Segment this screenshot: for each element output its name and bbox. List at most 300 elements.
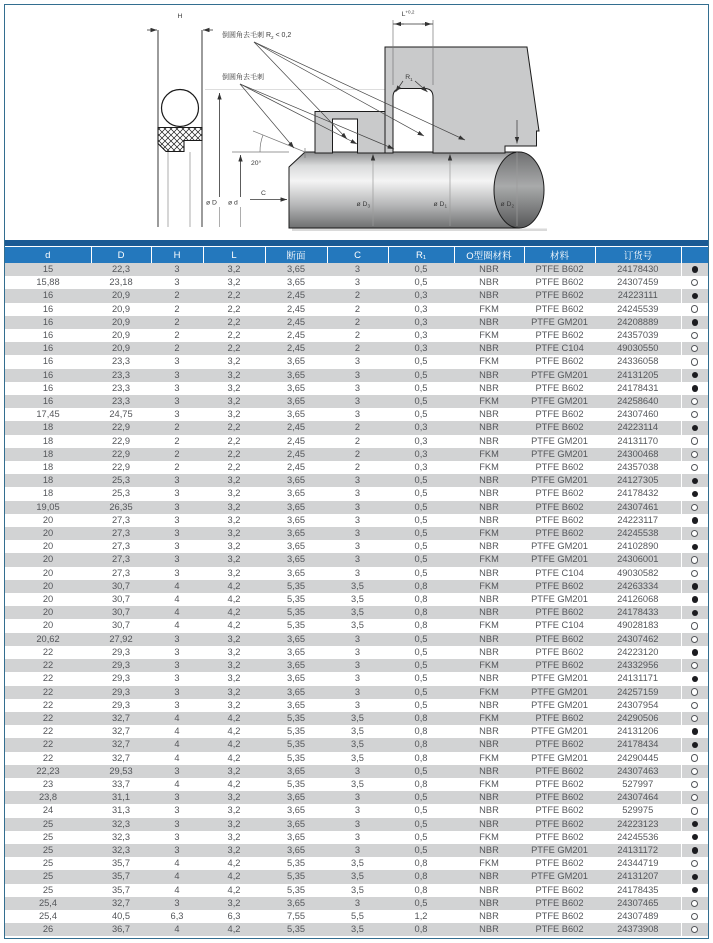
availability-cell xyxy=(681,514,708,527)
table-row xyxy=(5,355,708,368)
table-cell: 3,65 xyxy=(265,501,327,514)
open-dot-icon xyxy=(691,622,698,629)
availability-cell xyxy=(681,844,708,857)
table-cell: 0,5 xyxy=(388,276,454,289)
table-cell: 3 xyxy=(327,844,388,857)
table-cell: 0,3 xyxy=(388,342,454,355)
table-cell: 3,2 xyxy=(203,369,265,382)
table-cell: 20,9 xyxy=(91,329,151,342)
table-cell: 0,5 xyxy=(388,818,454,831)
table-cell: 4 xyxy=(151,752,203,765)
table-cell: 3,2 xyxy=(203,355,265,368)
table-cell: 2 xyxy=(151,303,203,316)
table-cell: NBR xyxy=(454,725,524,738)
table-cell: 26 xyxy=(5,923,91,936)
table-cell: 3,2 xyxy=(203,659,265,672)
table-cell: 22 xyxy=(5,646,91,659)
table-cell: 23,8 xyxy=(5,791,91,804)
table-cell: 3 xyxy=(151,395,203,408)
table-cell: NBR xyxy=(454,699,524,712)
availability-cell xyxy=(681,725,708,738)
table-cell: 30,7 xyxy=(91,606,151,619)
table-cell: PTFE B602 xyxy=(524,263,595,276)
table-cell: 3 xyxy=(151,276,203,289)
table-cell: 3 xyxy=(327,355,388,368)
table-cell: FKM xyxy=(454,778,524,791)
table-cell: 3 xyxy=(327,804,388,817)
table-cell: 22 xyxy=(5,752,91,765)
table-cell: 3 xyxy=(151,699,203,712)
table-cell: PTFE GM201 xyxy=(524,540,595,553)
table-cell: PTFE B602 xyxy=(524,804,595,817)
table-cell: 4 xyxy=(151,870,203,883)
table-cell: 24223114 xyxy=(595,421,681,434)
table-cell: 3,5 xyxy=(327,738,388,751)
table-cell: PTFE B602 xyxy=(524,421,595,434)
filled-dot-icon xyxy=(692,874,698,880)
table-cell: PTFE GM201 xyxy=(524,593,595,606)
open-dot-icon xyxy=(691,530,698,537)
table-cell: 4,2 xyxy=(203,619,265,632)
table-cell: PTFE GM201 xyxy=(524,316,595,329)
table-cell: NBR xyxy=(454,316,524,329)
table-row xyxy=(5,699,708,712)
table-cell: 3 xyxy=(151,844,203,857)
table-cell: 20 xyxy=(5,567,91,580)
table-cell: 3 xyxy=(151,672,203,685)
table-cell: 0,5 xyxy=(388,897,454,910)
table-cell: 2 xyxy=(151,435,203,448)
table-cell: 27,3 xyxy=(91,553,151,566)
table-cell: 4,2 xyxy=(203,580,265,593)
table-cell: PTFE B602 xyxy=(524,303,595,316)
table-row xyxy=(5,303,708,316)
table-cell: PTFE B602 xyxy=(524,765,595,778)
table-cell: 30,7 xyxy=(91,580,151,593)
rod-body xyxy=(289,152,519,228)
table-row xyxy=(5,514,708,527)
table-cell: 22,9 xyxy=(91,421,151,434)
table-cell: 24178432 xyxy=(595,487,681,500)
table-cell: 3,65 xyxy=(265,831,327,844)
column-header: d xyxy=(5,247,91,263)
table-cell: 3,5 xyxy=(327,778,388,791)
table-cell: PTFE GM201 xyxy=(524,752,595,765)
availability-cell xyxy=(681,263,708,276)
table-cell: FKM xyxy=(454,686,524,699)
table-cell: 4 xyxy=(151,778,203,791)
table-cell: 3,65 xyxy=(265,567,327,580)
table-cell: 2,2 xyxy=(203,289,265,302)
table-cell: 24223111 xyxy=(595,289,681,302)
table-cell: PTFE B602 xyxy=(524,897,595,910)
table-cell: 25,3 xyxy=(91,474,151,487)
table-cell: 3,5 xyxy=(327,857,388,870)
table-cell: 16 xyxy=(5,382,91,395)
open-dot-icon xyxy=(691,332,698,339)
table-cell: 24102890 xyxy=(595,540,681,553)
table-cell: 2,2 xyxy=(203,421,265,434)
table-cell: 0,5 xyxy=(388,831,454,844)
table-cell: FKM xyxy=(454,619,524,632)
table-cell: 3,65 xyxy=(265,791,327,804)
table-cell: 15,88 xyxy=(5,276,91,289)
table-cell: 32,7 xyxy=(91,897,151,910)
table-cell: 22,9 xyxy=(91,461,151,474)
dim-label-inner-diameter: ø d xyxy=(228,199,238,207)
table-row xyxy=(5,765,708,778)
table-cell: 4,2 xyxy=(203,778,265,791)
filled-dot-icon xyxy=(692,544,698,550)
availability-cell xyxy=(681,804,708,817)
table-cell: 2,45 xyxy=(265,303,327,316)
table-cell: 3 xyxy=(327,699,388,712)
availability-cell xyxy=(681,421,708,434)
table-row xyxy=(5,540,708,553)
table-cell: NBR xyxy=(454,435,524,448)
table-cell: NBR xyxy=(454,818,524,831)
table-cell: 29,3 xyxy=(91,686,151,699)
table-cell: 35,7 xyxy=(91,857,151,870)
table-cell: 3,2 xyxy=(203,686,265,699)
table-cell: 4 xyxy=(151,884,203,897)
open-dot-icon xyxy=(691,305,698,312)
table-cell: 4 xyxy=(151,738,203,751)
table-cell: 3 xyxy=(327,487,388,500)
table-cell: PTFE C104 xyxy=(524,567,595,580)
catalog-table-section xyxy=(5,240,708,936)
table-row xyxy=(5,461,708,474)
table-cell: 3,2 xyxy=(203,501,265,514)
table-cell: FKM xyxy=(454,303,524,316)
table-cell: 3,65 xyxy=(265,765,327,778)
table-row xyxy=(5,712,708,725)
table-cell: 0,5 xyxy=(388,514,454,527)
table-cell: 3 xyxy=(151,831,203,844)
table-cell: 3 xyxy=(151,369,203,382)
table-cell: 3,2 xyxy=(203,514,265,527)
table-cell: 24263334 xyxy=(595,580,681,593)
table-cell: 0,3 xyxy=(388,421,454,434)
table-cell: 4,2 xyxy=(203,725,265,738)
table-cell: 3,65 xyxy=(265,355,327,368)
table-cell: NBR xyxy=(454,738,524,751)
table-cell: PTFE B602 xyxy=(524,633,595,646)
filled-dot-icon xyxy=(692,293,698,299)
filled-dot-icon xyxy=(692,596,698,602)
table-cell: 5,35 xyxy=(265,619,327,632)
table-cell: PTFE GM201 xyxy=(524,870,595,883)
table-cell: 16 xyxy=(5,329,91,342)
table-cell: PTFE B602 xyxy=(524,791,595,804)
table-cell: FKM xyxy=(454,659,524,672)
table-cell: NBR xyxy=(454,567,524,580)
table-cell: 25 xyxy=(5,884,91,897)
table-cell: FKM xyxy=(454,395,524,408)
table-cell: 2,2 xyxy=(203,435,265,448)
table-cell: 20,9 xyxy=(91,303,151,316)
gland-block-left xyxy=(315,112,385,154)
table-row xyxy=(5,831,708,844)
table-cell: 4,2 xyxy=(203,884,265,897)
table-cell: 27,3 xyxy=(91,567,151,580)
table-cell: 24178434 xyxy=(595,738,681,751)
table-cell: NBR xyxy=(454,765,524,778)
seal-installation-drawing xyxy=(0,0,713,240)
table-cell: 3 xyxy=(151,553,203,566)
availability-cell xyxy=(681,553,708,566)
table-cell: 2,45 xyxy=(265,448,327,461)
table-cell: 24223117 xyxy=(595,514,681,527)
drawing-svg xyxy=(0,0,713,240)
table-cell: FKM xyxy=(454,553,524,566)
dim-label-l: $L^{+0,2}$ xyxy=(401,9,415,18)
table-cell: 3,2 xyxy=(203,791,265,804)
table-cell: 3 xyxy=(151,408,203,421)
table-cell: 3,65 xyxy=(265,408,327,421)
table-cell: 36,7 xyxy=(91,923,151,936)
table-cell: PTFE B602 xyxy=(524,857,595,870)
table-cell: 0,5 xyxy=(388,369,454,382)
table-cell: 3 xyxy=(151,791,203,804)
table-cell: 2 xyxy=(151,329,203,342)
table-cell: 0,8 xyxy=(388,593,454,606)
table-cell: 3,2 xyxy=(203,765,265,778)
table-cell: PTFE B602 xyxy=(524,355,595,368)
table-cell: NBR xyxy=(454,540,524,553)
table-cell: 3,65 xyxy=(265,646,327,659)
table-cell: 3,5 xyxy=(327,580,388,593)
table-row xyxy=(5,395,708,408)
table-row xyxy=(5,752,708,765)
angle-arc xyxy=(260,135,263,152)
table-cell: 2 xyxy=(151,448,203,461)
table-cell: 23,3 xyxy=(91,395,151,408)
table-cell: 3 xyxy=(327,540,388,553)
open-dot-icon xyxy=(691,556,698,563)
table-cell: 25,4 xyxy=(5,910,91,923)
table-cell: 0,5 xyxy=(388,408,454,421)
table-cell: 3,2 xyxy=(203,804,265,817)
table-cell: PTFE B602 xyxy=(524,923,595,936)
table-row xyxy=(5,553,708,566)
table-cell: 3 xyxy=(327,501,388,514)
filled-dot-icon xyxy=(692,372,698,378)
table-row xyxy=(5,593,708,606)
filled-dot-icon xyxy=(692,821,698,827)
table-row xyxy=(5,778,708,791)
availability-cell xyxy=(681,527,708,540)
availability-cell xyxy=(681,699,708,712)
table-row xyxy=(5,435,708,448)
table-cell: FKM xyxy=(454,448,524,461)
table-cell: 2,45 xyxy=(265,329,327,342)
table-cell: 22 xyxy=(5,712,91,725)
open-dot-icon xyxy=(691,688,698,695)
table-cell: NBR xyxy=(454,501,524,514)
table-cell: 24258640 xyxy=(595,395,681,408)
table-row xyxy=(5,527,708,540)
table-cell: PTFE B602 xyxy=(524,910,595,923)
table-cell: 20 xyxy=(5,580,91,593)
table-cell: 3,5 xyxy=(327,884,388,897)
table-cell: PTFE B602 xyxy=(524,276,595,289)
availability-cell xyxy=(681,619,708,632)
table-cell: 4,2 xyxy=(203,593,265,606)
availability-cell xyxy=(681,870,708,883)
table-cell: 24245539 xyxy=(595,303,681,316)
table-cell: 0,8 xyxy=(388,580,454,593)
table-cell: NBR xyxy=(454,633,524,646)
table-cell: 3 xyxy=(151,527,203,540)
table-cell: 0,8 xyxy=(388,923,454,936)
availability-cell xyxy=(681,791,708,804)
header-row xyxy=(5,247,708,263)
table-cell: PTFE GM201 xyxy=(524,369,595,382)
table-cell: 3,5 xyxy=(327,725,388,738)
table-cell: PTFE GM201 xyxy=(524,435,595,448)
table-cell: 3,65 xyxy=(265,395,327,408)
open-dot-icon xyxy=(691,807,698,814)
table-cell: 0,5 xyxy=(388,699,454,712)
availability-cell xyxy=(681,355,708,368)
table-cell: 16 xyxy=(5,303,91,316)
table-cell: 24178435 xyxy=(595,884,681,897)
seal-catalog-table xyxy=(5,247,708,936)
table-cell: 0,8 xyxy=(388,712,454,725)
table-cell: 32,3 xyxy=(91,831,151,844)
table-cell: 22 xyxy=(5,725,91,738)
table-cell: 20 xyxy=(5,514,91,527)
table-cell: 24131206 xyxy=(595,725,681,738)
table-cell: NBR xyxy=(454,606,524,619)
table-cell: 3,5 xyxy=(327,752,388,765)
table-cell: 3,2 xyxy=(203,553,265,566)
table-cell: PTFE B602 xyxy=(524,501,595,514)
table-cell: 3,65 xyxy=(265,527,327,540)
table-cell: NBR xyxy=(454,263,524,276)
table-cell: 0,5 xyxy=(388,765,454,778)
table-cell: NBR xyxy=(454,672,524,685)
availability-cell xyxy=(681,474,708,487)
table-cell: 4 xyxy=(151,580,203,593)
deburr-note-2: 倒圆角去毛刺 xyxy=(222,74,264,81)
table-cell: 4 xyxy=(151,923,203,936)
table-cell: 20 xyxy=(5,593,91,606)
table-cell: 3,2 xyxy=(203,831,265,844)
table-cell: 3 xyxy=(151,474,203,487)
table-cell: 0,5 xyxy=(388,633,454,646)
table-cell: 3 xyxy=(151,263,203,276)
table-cell: 2,2 xyxy=(203,342,265,355)
table-cell: 3,2 xyxy=(203,408,265,421)
table-cell: 3,2 xyxy=(203,487,265,500)
table-cell: 2,2 xyxy=(203,461,265,474)
table-cell: 5,35 xyxy=(265,857,327,870)
table-cell: 24344719 xyxy=(595,857,681,870)
table-row xyxy=(5,910,708,923)
table-cell: 3,2 xyxy=(203,263,265,276)
filled-dot-icon xyxy=(692,887,698,893)
table-cell: 0,3 xyxy=(388,329,454,342)
table-cell: NBR xyxy=(454,791,524,804)
table-cell: 3 xyxy=(327,382,388,395)
table-cell: 0,5 xyxy=(388,540,454,553)
table-cell: 3 xyxy=(327,791,388,804)
table-row xyxy=(5,501,708,514)
table-cell: 20 xyxy=(5,540,91,553)
table-cell: 24307460 xyxy=(595,408,681,421)
table-cell: 5,35 xyxy=(265,752,327,765)
table-cell: 24127305 xyxy=(595,474,681,487)
table-cell: 3,5 xyxy=(327,606,388,619)
table-cell: 24178433 xyxy=(595,606,681,619)
filled-dot-icon xyxy=(692,319,698,325)
table-cell: NBR xyxy=(454,870,524,883)
table-cell: 3,65 xyxy=(265,487,327,500)
table-cell: 3 xyxy=(327,672,388,685)
table-cell: 20,9 xyxy=(91,289,151,302)
availability-cell xyxy=(681,633,708,646)
table-cell: NBR xyxy=(454,369,524,382)
dim-label-c: C xyxy=(261,190,266,197)
table-cell: 24290445 xyxy=(595,752,681,765)
table-cell: 4 xyxy=(151,712,203,725)
table-cell: 3 xyxy=(151,765,203,778)
table-cell: 3 xyxy=(327,408,388,421)
table-cell: 35,7 xyxy=(91,884,151,897)
table-cell: 18 xyxy=(5,461,91,474)
table-cell: 4,2 xyxy=(203,857,265,870)
availability-cell xyxy=(681,448,708,461)
table-cell: 49030550 xyxy=(595,342,681,355)
open-dot-icon xyxy=(691,860,698,867)
table-cell: 3,5 xyxy=(327,619,388,632)
table-cell: 32,3 xyxy=(91,818,151,831)
table-row xyxy=(5,382,708,395)
table-cell: 5,35 xyxy=(265,712,327,725)
table-cell: NBR xyxy=(454,474,524,487)
table-cell: 49030582 xyxy=(595,567,681,580)
table-row xyxy=(5,804,708,817)
table-cell: PTFE C104 xyxy=(524,342,595,355)
table-cell: 3,5 xyxy=(327,593,388,606)
table-cell: PTFE GM201 xyxy=(524,672,595,685)
table-cell: 24300468 xyxy=(595,448,681,461)
table-cell: 3 xyxy=(327,646,388,659)
table-cell: 0,3 xyxy=(388,461,454,474)
table-cell: 24307462 xyxy=(595,633,681,646)
table-cell: 24306001 xyxy=(595,553,681,566)
availability-cell xyxy=(681,395,708,408)
table-cell: 18 xyxy=(5,487,91,500)
table-cell: 4,2 xyxy=(203,923,265,936)
table-cell: 2,45 xyxy=(265,435,327,448)
table-cell: FKM xyxy=(454,355,524,368)
table-cell: PTFE GM201 xyxy=(524,686,595,699)
table-cell: 3 xyxy=(151,382,203,395)
availability-cell xyxy=(681,712,708,725)
open-dot-icon xyxy=(691,900,698,907)
table-cell: 3 xyxy=(151,540,203,553)
table-cell: 20,9 xyxy=(91,342,151,355)
column-header: 断面 xyxy=(265,247,327,263)
table-cell: 22,9 xyxy=(91,435,151,448)
filled-dot-icon xyxy=(692,847,698,853)
table-cell: PTFE B602 xyxy=(524,818,595,831)
table-cell: 5,5 xyxy=(327,910,388,923)
table-cell: 23,3 xyxy=(91,355,151,368)
